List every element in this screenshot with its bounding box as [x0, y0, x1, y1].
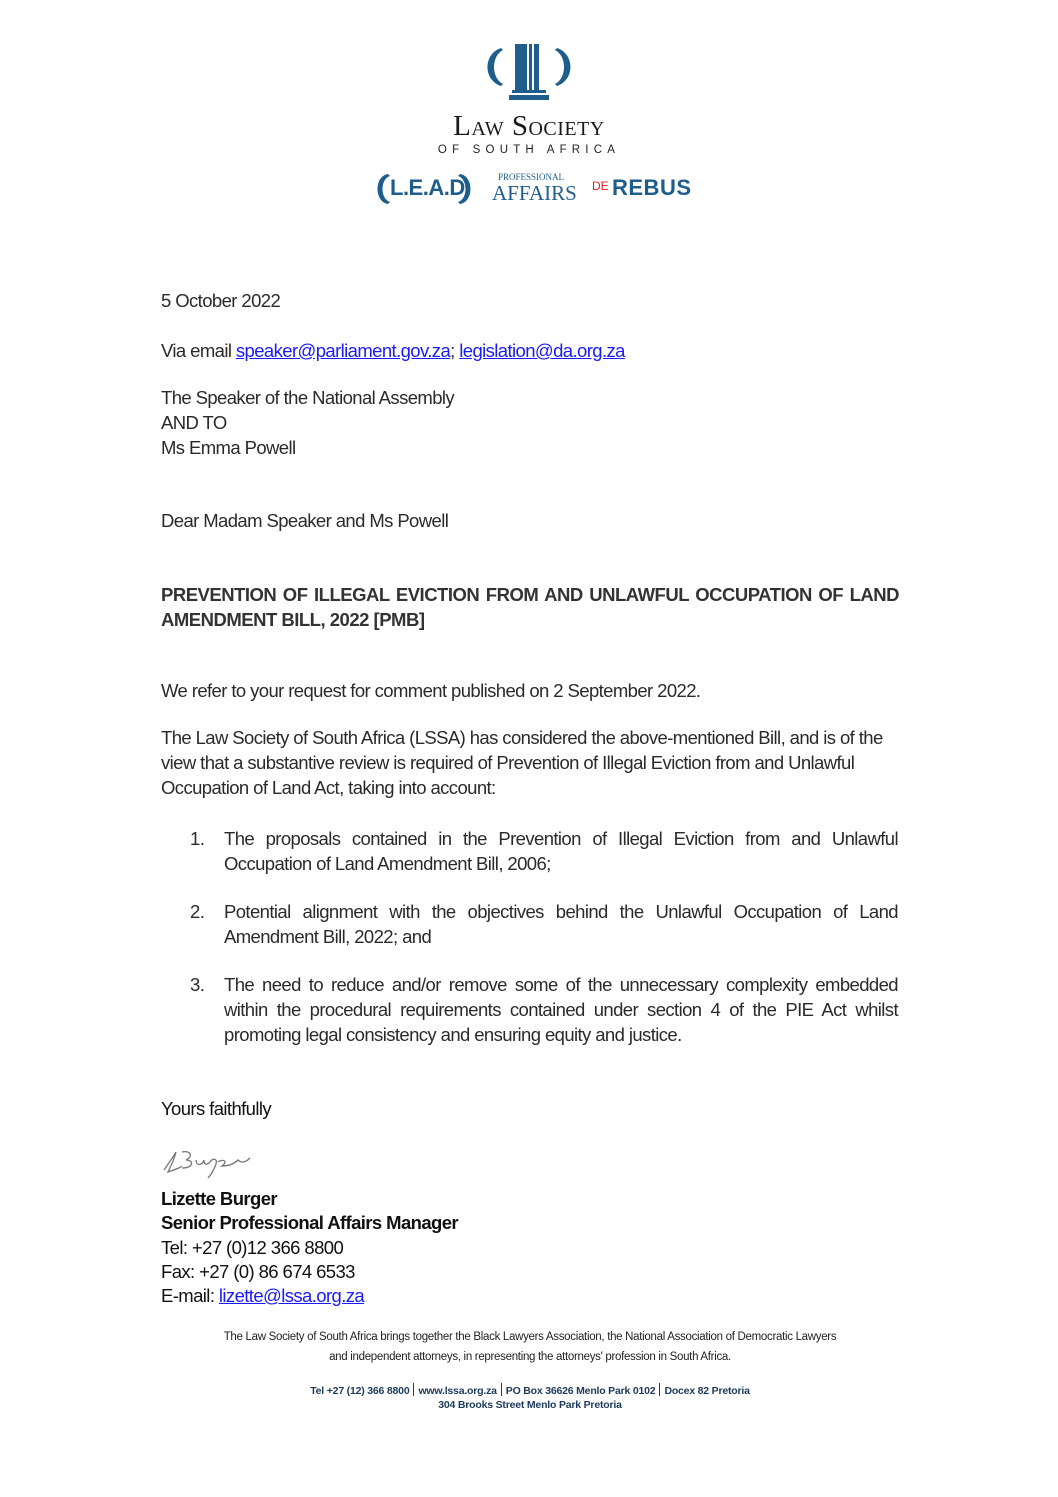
- signatory-email-link[interactable]: lizette@lssa.org.za: [218, 1285, 365, 1306]
- separator: [659, 1383, 660, 1396]
- footer-website: www.lssa.org.za: [418, 1385, 497, 1397]
- separator: [413, 1383, 414, 1396]
- list-text: Potential alignment with the objectives behind the Unlawful Occupation of Land Amendment Bill, 2022; and: [224, 901, 898, 947]
- subject-heading: PREVENTION OF ILLEGAL EVICTION FROM AND UNLAWFUL OCCUPATION OF LAND AMENDMENT BILL, 2022 [PMB]: [161, 584, 899, 630]
- closing: Yours faithfully: [161, 1098, 272, 1119]
- footer-contact: [150, 1383, 910, 1412]
- email-separator: ;: [450, 340, 460, 361]
- org-name: Law Society: [453, 110, 605, 142]
- paragraph-review: The Law Society of South Africa (LSSA) has considered the above-mentioned Bill, and is of the view that a substantive review is required of Prevention of Illegal Eviction from and Unlawful Occupation of Land Act, taking into account:: [161, 727, 883, 798]
- footer-po-box: PO Box 36626 Menlo Park 0102: [505, 1385, 656, 1397]
- signatory-name: Lizette Burger: [161, 1188, 277, 1209]
- salutation: Dear Madam Speaker and Ms Powell: [161, 510, 449, 531]
- list-number: 1.: [190, 828, 205, 849]
- footer-tel: Tel +27 (12) 366 8800: [310, 1385, 410, 1397]
- separator: [501, 1383, 502, 1396]
- footer-statement: [150, 1327, 910, 1367]
- via-email-line: [161, 338, 625, 363]
- list-number: 3.: [190, 974, 205, 995]
- legislation-email-link[interactable]: legislation@da.org.za: [459, 340, 625, 361]
- list-text: The proposals contained in the Prevention of Illegal Eviction from and Unlawful Occupation of Land Amendment Bill, 2006;: [224, 828, 898, 874]
- email-label: E-mail:: [161, 1285, 219, 1306]
- signature: [160, 1142, 260, 1182]
- signatory-tel: Tel: +27 (0)12 366 8800: [161, 1237, 344, 1258]
- org-subtitle: OF SOUTH AFRICA: [437, 144, 621, 156]
- paragraph-reference: We refer to your request for comment published on 2 September 2022.: [161, 680, 701, 701]
- via-email-label: Via email: [161, 340, 236, 361]
- signature-icon: [160, 1142, 260, 1182]
- list-text: The need to reduce and/or remove some of the unnecessary complexity embedded within the procedural requirements contained under section 4 of the PIE Act whilst promoting legal consistency and ensuring equity and justice.: [224, 974, 898, 1045]
- list-item: [190, 972, 898, 1047]
- footer-line: The Law Society of South Africa brings together the Black Lawyers Association, the National Association of Democratic Lawyers: [223, 1331, 837, 1343]
- de-rebus-main-text: REBUS: [612, 175, 692, 200]
- recipient-line: AND TO: [161, 412, 227, 433]
- signatory-title: Senior Professional Affairs Manager: [161, 1212, 459, 1233]
- footer-contact-line: [150, 1383, 910, 1398]
- law-society-logo-icon: [481, 40, 577, 102]
- list-item: [190, 826, 898, 876]
- signatory-fax: Fax: +27 (0) 86 674 6533: [161, 1261, 355, 1282]
- professional-affairs-main-text: AFFAIRS: [492, 181, 577, 205]
- footer-docex: Docex 82 Pretoria: [664, 1385, 750, 1397]
- list-item: [190, 899, 898, 949]
- recipient-line: The Speaker of the National Assembly: [161, 387, 455, 408]
- professional-affairs-top-text: PROFESSIONAL: [498, 172, 565, 182]
- recipient-line: Ms Emma Powell: [161, 437, 296, 458]
- speaker-email-link[interactable]: speaker@parliament.gov.za: [235, 340, 451, 361]
- de-rebus-prefix-text: DE: [592, 179, 609, 193]
- footer-line: and independent attorneys, in representing the attorneys' profession in South Africa.: [329, 1351, 731, 1363]
- footer-address: 304 Brooks Street Menlo Park Pretoria: [438, 1399, 622, 1411]
- recipient-block: [161, 385, 454, 460]
- brand-logos: [374, 170, 694, 210]
- list-number: 2.: [190, 901, 205, 922]
- signatory-email-line: [161, 1283, 364, 1308]
- lead-brand-text: L.E.A.D: [390, 175, 465, 200]
- letter-date: 5 October 2022: [161, 290, 281, 311]
